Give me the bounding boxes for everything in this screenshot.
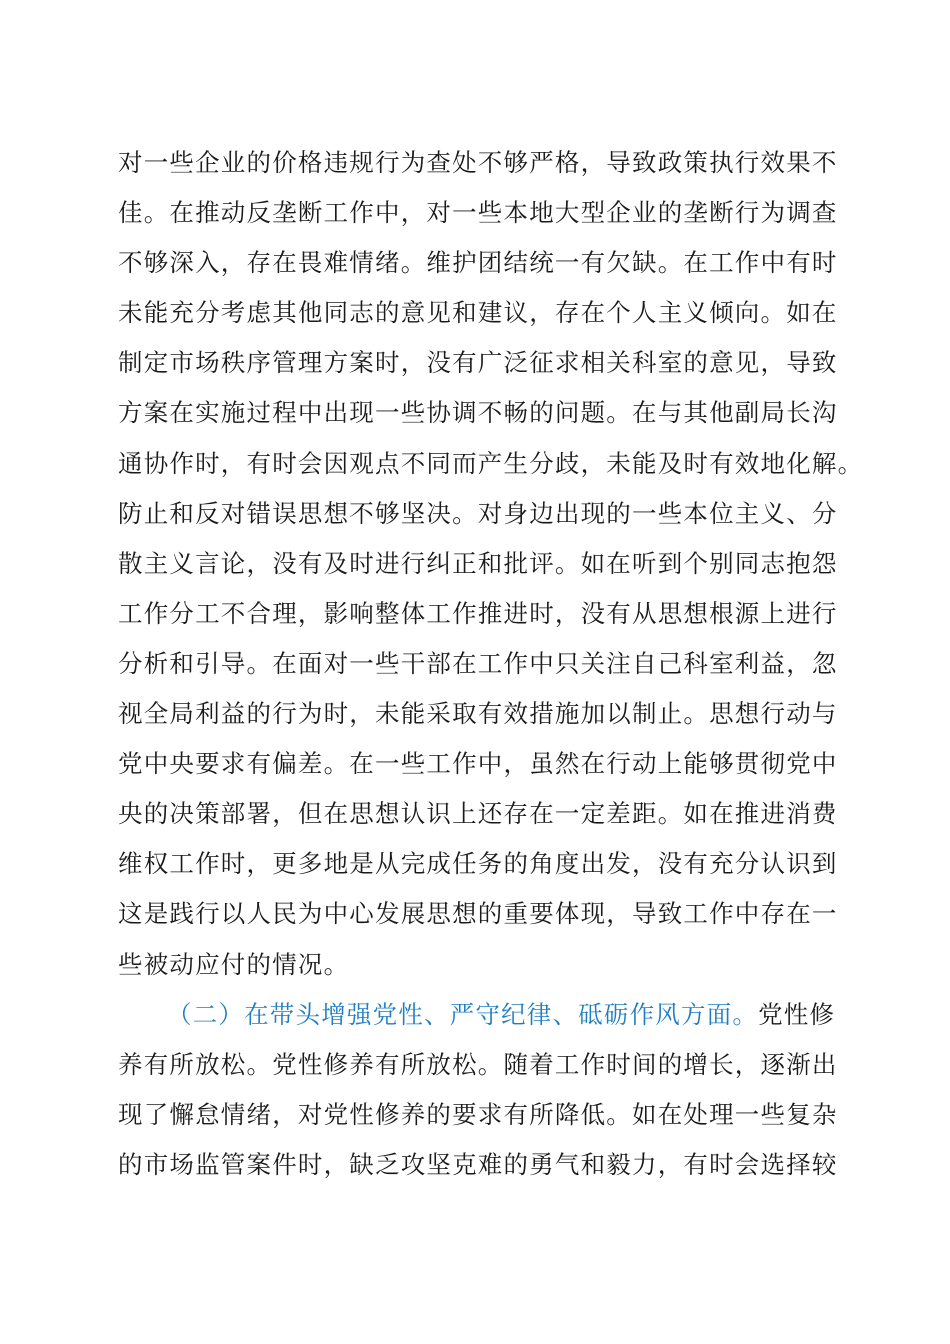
paragraph-line: 这是践行以人民为中心发展思想的重要体现，导致工作中存在一: [118, 899, 838, 929]
paragraph-line: 维权工作时，更多地是从完成任务的角度出发，没有充分认识到: [118, 849, 838, 879]
paragraph-line: 制定市场秩序管理方案时，没有广泛征求相关科室的意见，导致: [118, 348, 838, 378]
paragraph-line: 现了懈怠情绪，对党性修养的要求有所降低。如在处理一些复杂: [118, 1099, 838, 1129]
paragraph-line: 通协作时，有时会因观点不同而产生分歧，未能及时有效地化解。: [118, 448, 864, 478]
paragraph-line: 佳。在推动反垄断工作中，对一些本地大型企业的垄断行为调查: [118, 198, 838, 228]
paragraph-line: 未能充分考虑其他同志的意见和建议，存在个人主义倾向。如在: [118, 298, 838, 328]
paragraph-line: 些被动应付的情况。: [118, 949, 350, 979]
paragraph-line: 不够深入，存在畏难情绪。维护团结统一有欠缺。在工作中有时: [118, 248, 838, 278]
paragraph-line: 防止和反对错误思想不够坚决。对身边出现的一些本位主义、分: [118, 498, 838, 528]
section-heading-line: [118, 990, 836, 1040]
paragraph-line: 养有所放松。党性修养有所放松。随着工作时间的增长，逐渐出: [118, 1049, 838, 1079]
section-heading: （二）在带头增强党性、严守纪律、砥砺作风方面。: [167, 999, 759, 1029]
paragraph-line: 央的决策部署，但在思想认识上还存在一定差距。如在推进消费: [118, 799, 838, 829]
paragraph-line: 散主义言论，没有及时进行纠正和批评。如在听到个别同志抱怨: [118, 548, 838, 578]
paragraph-line: 对一些企业的价格违规行为查处不够严格，导致政策执行效果不: [118, 148, 838, 177]
paragraph-line: 方案在实施过程中出现一些协调不畅的问题。在与其他副局长沟: [118, 398, 838, 428]
paragraph-line: 工作分工不合理，影响整体工作推进时，没有从思想根源上进行: [118, 598, 838, 628]
paragraph-line: 的市场监管案件时，缺乏攻坚克难的勇气和毅力，有时会选择较: [118, 1149, 838, 1179]
paragraph-line: 分析和引导。在面对一些干部在工作中只关注自己科室利益，忽: [118, 648, 838, 678]
paragraph-line: 党中央要求有偏差。在一些工作中，虽然在行动上能够贯彻党中: [118, 749, 838, 779]
document-body: [118, 138, 864, 1190]
section-heading-tail: 党性修: [758, 999, 836, 1029]
paragraph-line: 视全局利益的行为时，未能采取有效措施加以制止。思想行动与: [118, 699, 838, 729]
